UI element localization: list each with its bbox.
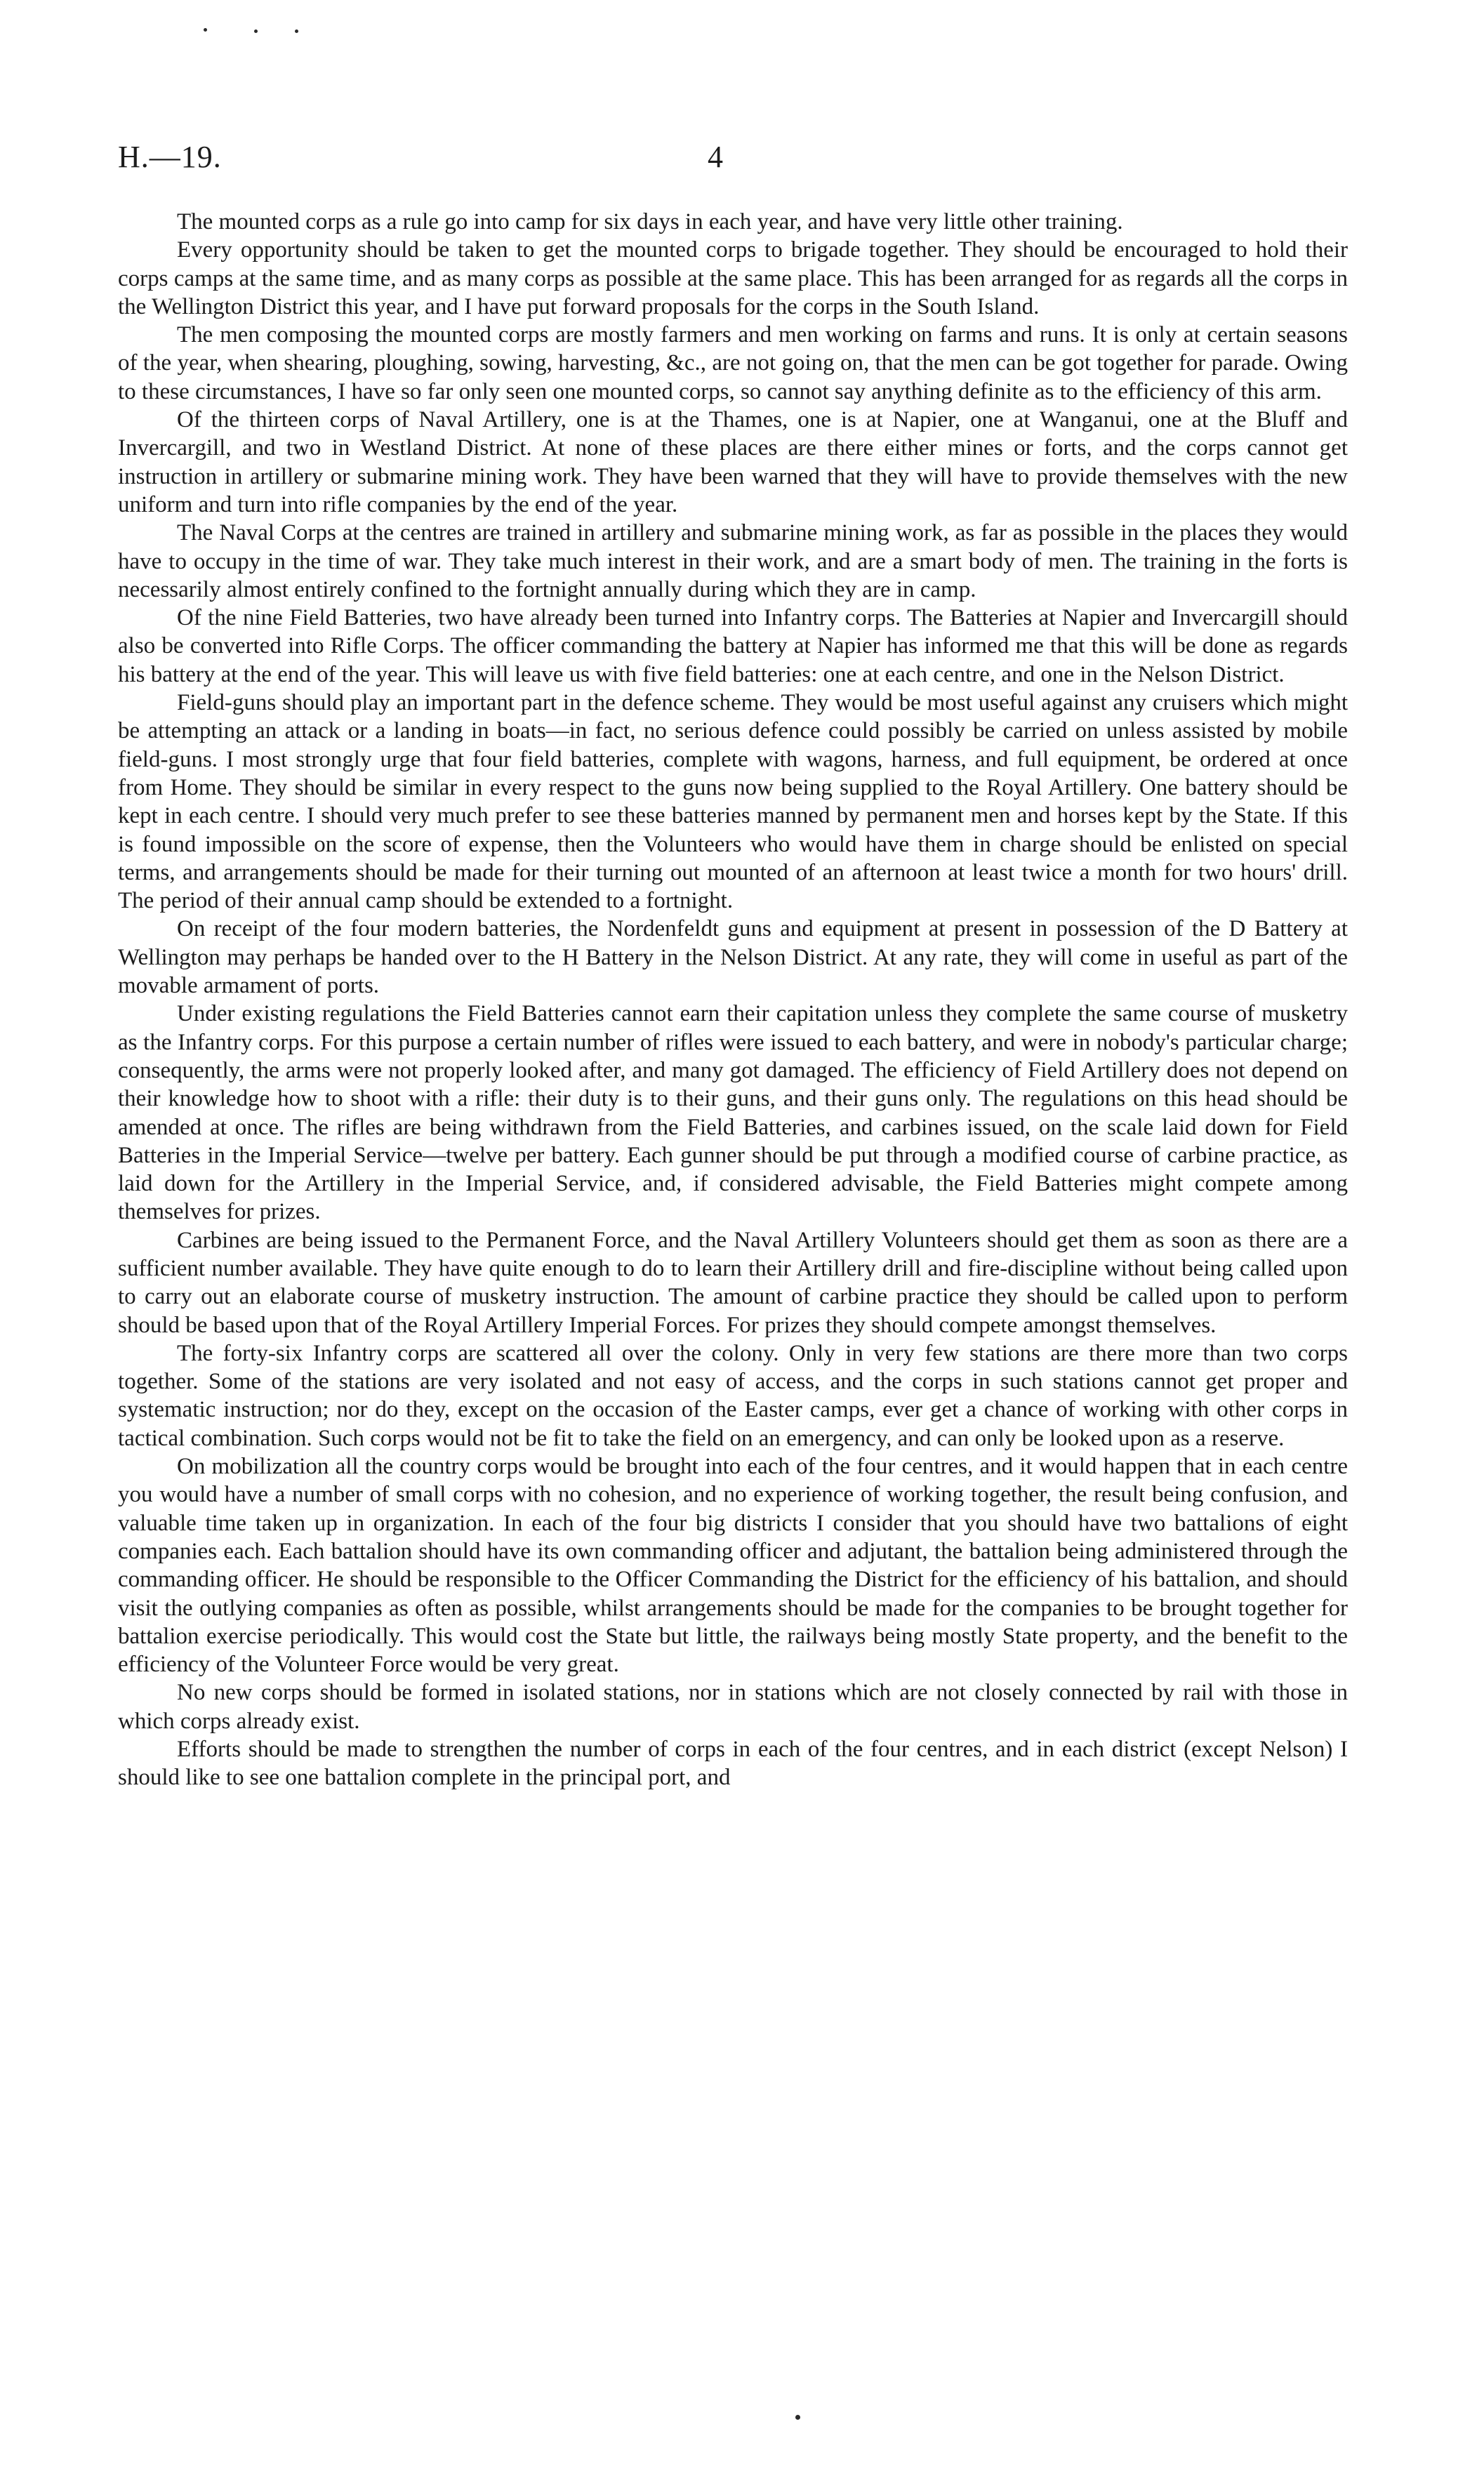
paragraph: Under existing regulations the Field Batteries cannot earn their capitation unless they complete the same course of musketry as the Infantry corps. For this purpose a certain number of rifles were issued to each battery, and were in nobody's particular charge; consequently, the arms were not properly looked after, and many got damaged. The efficiency of Field Artillery does not depend on their knowledge how to shoot with a rifle: their duty is to their guns, and their guns only. The regulations on this head should be amended at once. The rifles are being withdrawn from the Field Batteries, and carbines issued, on the scale laid down for Field Batteries in the Imperial Service—twelve per battery. Each gunner should be put through a modified course of carbine practice, as laid down for the Artillery in the Imperial Service, and, if considered advisable, the Field Batteries might compete among themselves for prizes.	[118, 1001, 1348, 1225]
paragraph: Of the thirteen corps of Naval Artillery, one is at the Thames, one is at Napier, one at Wanganui, one at the Bluff and Invercargill, and two in Westland District. At none of these places are there either mines or forts, and the corps cannot get instruction in artillery or submarine mining work. They have been warned that they will have to provide themselves with the new uniform and turn into rifle companies by the end of the year.	[118, 407, 1348, 517]
paragraph: On receipt of the four modern batteries, the Nordenfeldt guns and equipment at present in possession of the D Battery at Wellington may perhaps be handed over to the H Battery in the Nelson District. At any rate, they will come in useful as part of the movable armament of ports.	[118, 916, 1348, 999]
paragraph: The mounted corps as a rule go into camp for six days in each year, and have very little other training.	[177, 209, 1123, 234]
paragraph: The forty-six Infantry corps are scattered all over the colony. Only in very few stations are there more than two corps together. Some of the stations are very isolated and not easy of access, and the corps in such stations cannot get proper and systematic instruction; nor do they, except on the occasion of the Easter camps, ever get a chance of working with other corps in tactical combination. Such corps would not be fit to take the field on an emergency, and can only be looked upon as a reserve.	[118, 1340, 1348, 1451]
paragraph: Efforts should be made to strengthen the number of corps in each of the four centres, and in each district (except Nelson) I should like to see one battalion complete in the principal port, and	[118, 1737, 1348, 1791]
scan-speck	[254, 29, 258, 33]
page-header	[0, 138, 1484, 180]
paragraph: Every opportunity should be taken to get the mounted corps to brigade together. They should be encouraged to hold their corps camps at the same time, and as many corps as possible at the same place. This has been arranged for as regards all the corps in the Wellington District this year, and I have put forward proposals for the corps in the South Island.	[118, 237, 1348, 319]
paragraph: Field-guns should play an important part in the defence scheme. They would be most useful against any cruisers which might be attempting an attack or a landing in boats—in fact, no serious defence could possibly be carried on unless assisted by mobile field-guns. I most strongly urge that four field batteries, complete with wagons, harness, and full equipment, be ordered at once from Home. They should be similar in every respect to the guns now being supplied to the Royal Artillery. One battery should be kept in each centre. I should very much prefer to see these batteries manned by permanent men and horses kept by the State. If this is found impossible on the score of expense, then the Volunteers who would have them in charge should be enlisted on special terms, and arrangements should be made for their turning out mounted of an afternoon at least twice a month for two hours' drill. The period of their annual camp should be extended to a fortnight.	[118, 690, 1348, 914]
body-text	[118, 208, 1348, 2314]
scan-speck	[795, 2415, 800, 2420]
document-reference: H.—19.	[118, 140, 222, 174]
page-number: 4	[708, 140, 723, 174]
paragraph: No new corps should be formed in isolated stations, nor in stations which are not closely connected by rail with those in which corps already exist.	[118, 1680, 1348, 1734]
paragraph: The Naval Corps at the centres are trained in artillery and submarine mining work, as far as possible in the places they would have to occupy in the time of war. They take much interest in their work, and are a smart body of men. The training in the forts is necessarily almost entirely confined to the fortnight annually during which they are in camp.	[118, 520, 1348, 602]
scan-speck	[204, 28, 207, 32]
paragraph: The men composing the mounted corps are mostly farmers and men working on farms and runs. It is only at certain seasons of the year, when shearing, ploughing, sowing, harvesting, &c., are not going on, that the men can be got together for parade. Owing to these circumstances, I have so far only seen one mounted corps, so cannot say anything definite as to the efficiency of this arm.	[118, 322, 1348, 404]
paragraph: Of the nine Field Batteries, two have already been turned into Infantry corps. The Batteries at Napier and Invercargill should also be converted into Rifle Corps. The officer commanding the battery at Napier has informed me that this will be done as regards his battery at the end of the year. This will leave us with five field batteries: one at each centre, and one in the Nelson District.	[118, 605, 1348, 687]
paragraph: On mobilization all the country corps would be brought into each of the four centres, and it would happen that in each centre you would have a number of small corps with no cohesion, and no experience of working together, the result being confusion, and valuable time taken up in organization. In each of the four big districts I consider that you should have two battalions of eight companies each. Each battalion should have its own commanding officer and adjutant, the battalion being administered through the commanding officer. He should be responsible to the Officer Commanding the District for the efficiency of his battalion, and should visit the outlying companies as often as possible, whilst arrangements should be made for the companies to be brought together for battalion exercise periodically. This would cost the State but little, the railways being mostly State property, and the benefit to the efficiency of the Volunteer Force would be very great.	[118, 1454, 1348, 1678]
paragraph: Carbines are being issued to the Permanent Force, and the Naval Artillery Volunteers should get them as soon as there are a sufficient number available. They have quite enough to do to learn their Artillery drill and fire-discipline without being called upon to carry out an elaborate course of musketry instruction. The amount of carbine practice they should be called upon to perform should be based upon that of the Royal Artillery Imperial Forces. For prizes they should compete amongst themselves.	[118, 1227, 1348, 1338]
scan-speck	[295, 29, 298, 33]
